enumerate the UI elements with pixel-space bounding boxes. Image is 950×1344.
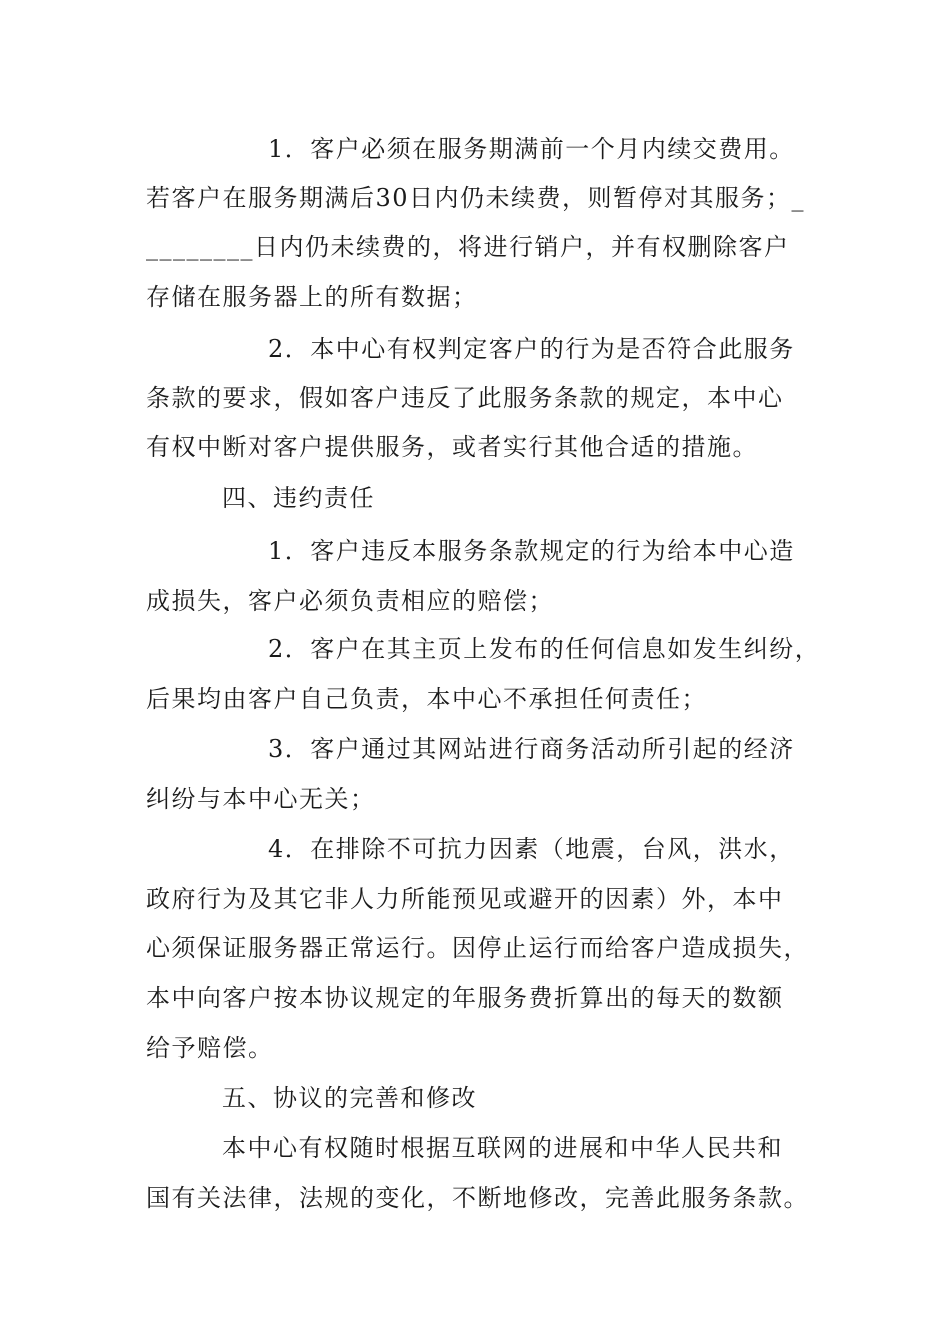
text-line: 给予赔偿。 bbox=[146, 1034, 274, 1062]
text-line: 本中向客户按本协议规定的年服务费折算出的每天的数额 bbox=[146, 984, 784, 1012]
text-line: ________日内仍未续费的，将进行销户，并有权删除客户 bbox=[146, 233, 790, 261]
text-line: 有权中断对客户提供服务，或者实行其他合适的措施。 bbox=[146, 433, 758, 461]
text-line: 1．客户违反本服务条款规定的行为给本中心造 bbox=[268, 537, 795, 565]
text-line: 条款的要求，假如客户违反了此服务条款的规定，本中心 bbox=[146, 384, 784, 412]
text-line: 纠纷与本中心无关； bbox=[146, 785, 376, 813]
text-line: 政府行为及其它非人力所能预见或避开的因素）外，本中 bbox=[146, 885, 784, 913]
text-line: 国有关法律，法规的变化，不断地修改，完善此服务条款。 bbox=[146, 1184, 809, 1212]
text-line: 1．客户必须在服务期满前一个月内续交费用。 bbox=[268, 135, 795, 163]
text-line: 3．客户通过其网站进行商务活动所引起的经济 bbox=[268, 735, 795, 763]
text-line: 成损失，客户必须负责相应的赔偿； bbox=[146, 587, 554, 615]
section-heading: 五、协议的完善和修改 bbox=[222, 1084, 477, 1112]
text-line: 2．本中心有权判定客户的行为是否符合此服务 bbox=[268, 335, 795, 363]
text-line: 后果均由客户自己负责，本中心不承担任何责任； bbox=[146, 685, 707, 713]
text-line: 4．在排除不可抗力因素（地震，台风，洪水， bbox=[268, 835, 795, 863]
text-line: 本中心有权随时根据互联网的进展和中华人民共和 bbox=[222, 1134, 783, 1162]
section-heading: 四、违约责任 bbox=[222, 484, 375, 512]
text-line: 2．客户在其主页上发布的任何信息如发生纠纷， bbox=[268, 635, 821, 663]
text-line: 若客户在服务期满后30日内仍未续费，则暂停对其服务；_ bbox=[146, 184, 806, 212]
text-line: 存储在服务器上的所有数据； bbox=[146, 283, 478, 311]
text-line: 心须保证服务器正常运行。因停止运行而给客户造成损失， bbox=[146, 934, 809, 962]
